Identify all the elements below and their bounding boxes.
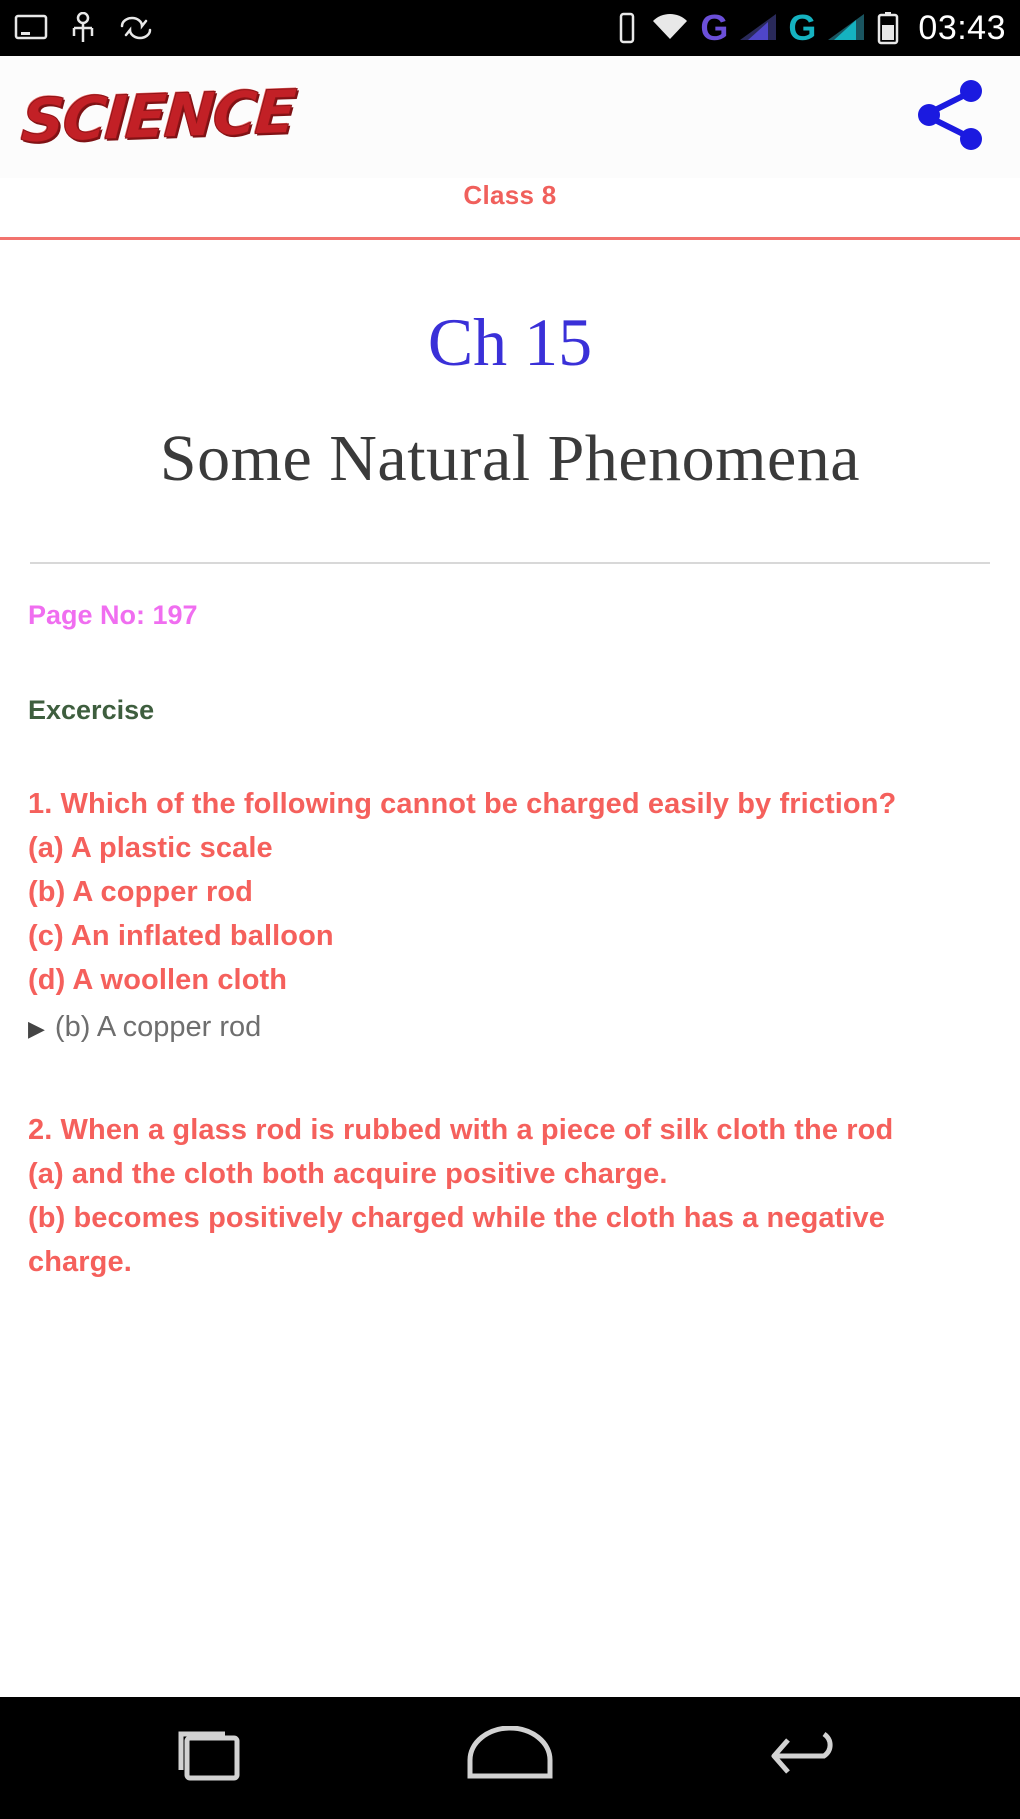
question-option: (d) A woollen cloth [28, 964, 288, 997]
vibrate-icon [614, 11, 640, 45]
sync-icon [118, 14, 154, 42]
question-option: (a) and the cloth both acquire positive charge. [28, 1157, 668, 1190]
question-line: 2. When a glass rod is rubbed with a piece of silk cloth the rod [28, 1113, 894, 1146]
system-nav-bar [0, 1697, 1020, 1819]
answer-row [28, 1006, 994, 1050]
question-block-2 [28, 1108, 994, 1284]
back-button[interactable] [735, 1713, 885, 1803]
usb-debug-icon [70, 12, 96, 44]
question-option: (c) An inflated balloon [28, 920, 334, 953]
home-icon [462, 1726, 558, 1791]
triangle-marker-icon: ▶ [28, 1016, 45, 1042]
share-icon [908, 73, 992, 162]
recents-icon [167, 1724, 253, 1793]
back-icon [762, 1726, 858, 1791]
chapter-number: Ch 15 [427, 304, 593, 380]
status-bar-right-icons [614, 9, 1006, 48]
question-line: 1. Which of the following cannot be charged easily by friction? [28, 787, 897, 820]
divider [30, 562, 990, 564]
recents-button[interactable] [135, 1713, 285, 1803]
content-scroll-area[interactable] [0, 240, 1020, 1697]
section-title: Excercise [28, 694, 155, 725]
question-block-1 [28, 782, 994, 1050]
class-label: Class 8 [463, 180, 557, 210]
chapter-title: Some Natural Phenomena [159, 422, 861, 495]
status-bar [0, 0, 1020, 56]
question-option: (b) becomes positively charged while the cloth has a negative charge. [28, 1201, 885, 1278]
question-option: (b) A copper rod [28, 876, 253, 909]
carrier-1-label: G [700, 7, 729, 48]
status-bar-left-icons [14, 12, 154, 44]
wifi-icon [650, 12, 690, 44]
battery-icon [876, 11, 900, 45]
share-button[interactable] [902, 69, 998, 165]
page-number-label: Page No: 197 [28, 599, 198, 630]
class-bar [0, 178, 1020, 240]
question-option: (a) A plastic scale [28, 831, 273, 864]
clock: 03:43 [918, 8, 1006, 47]
app-bar [0, 56, 1020, 178]
signal-1-icon [738, 12, 778, 44]
app-logo: SCIENCE [19, 77, 297, 157]
screencast-icon [14, 13, 48, 43]
home-button[interactable] [435, 1713, 585, 1803]
signal-2-icon [826, 12, 866, 44]
carrier-2-label: G [788, 7, 817, 48]
answer-text: (b) A copper rod [54, 1011, 262, 1044]
